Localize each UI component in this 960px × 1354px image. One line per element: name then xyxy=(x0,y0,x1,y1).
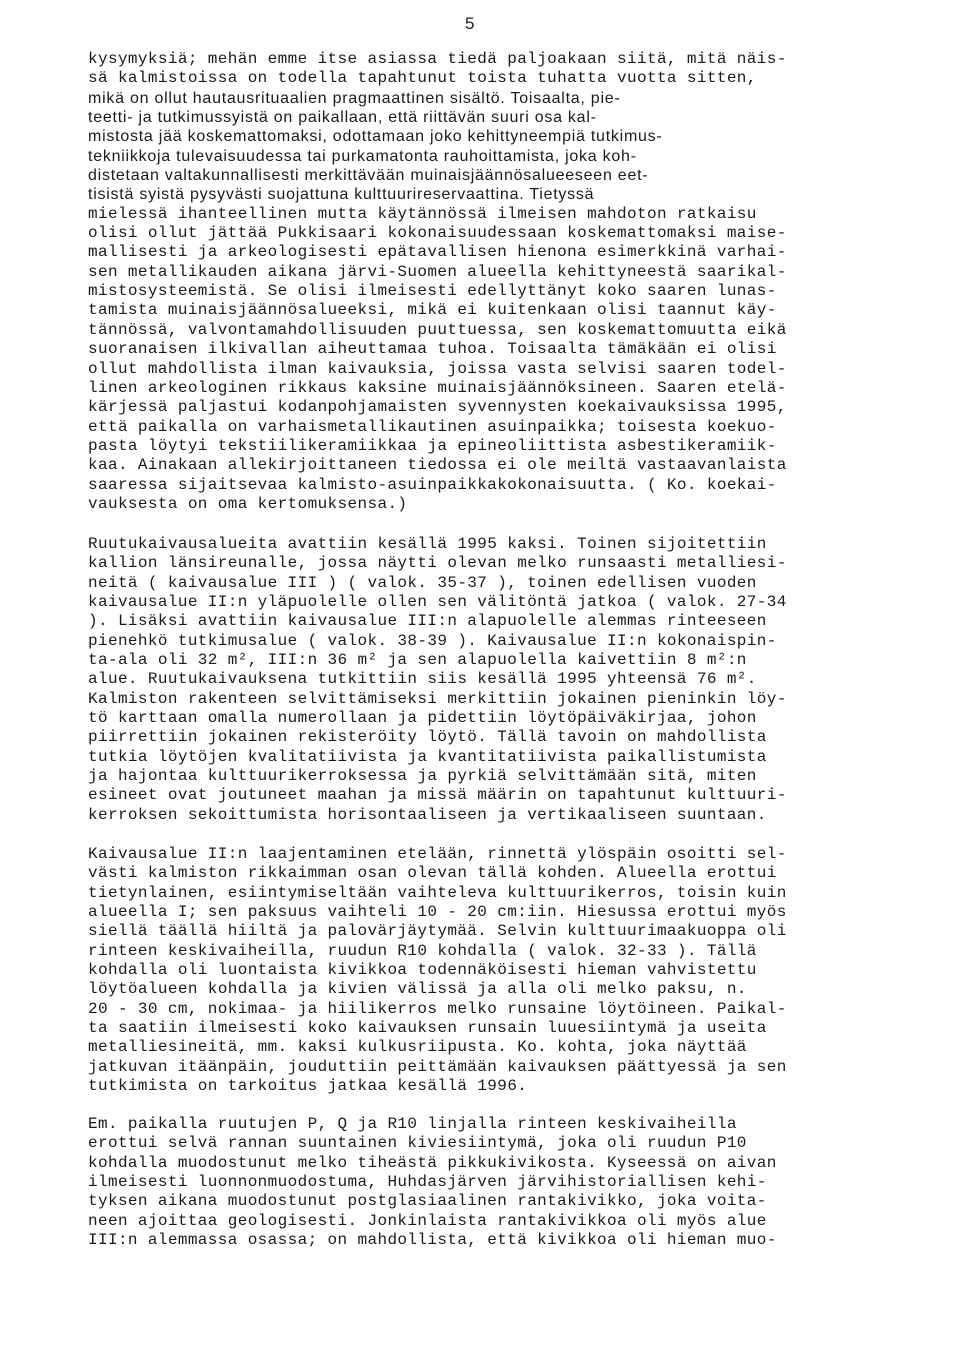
text-line: tamista muinaisjäännösalueeksi, mikä ei kuitenkaan olisi taannut käy- xyxy=(88,301,777,320)
text-line: vauksesta on oma kertomuksensa.) xyxy=(88,494,408,513)
text-line: tisistä syistä pysyvästi suojattuna kulttuurireservaattina. Tietyssä xyxy=(88,186,595,204)
text-line: tyksen aikana muodostunut postglasiaalinen rantakivikko, joka voita- xyxy=(88,1192,767,1211)
text-line: tutkia löytöjen kvalitatiivista ja kvantitatiivista paikallistumista xyxy=(88,747,767,766)
text-line: metalliesineitä, mm. kaksi kulkusriipusta. Ko. kohta, joka näyttää xyxy=(88,1038,747,1057)
paragraph-3 xyxy=(88,845,928,1096)
text-line: mistosysteemistä. Se olisi ilmeisesti edellyttänyt koko saaren lunas- xyxy=(88,282,777,301)
text-line: kallion länsireunalle, jossa näytti olevan melko runsaasti metalliesi- xyxy=(88,554,787,573)
text-line: pasta löytyi tekstiilikeramiikkaa ja epineoliittista asbestikeramiik- xyxy=(88,436,777,455)
text-line: ja hajontaa kulttuurikerroksessa ja pyrkiä selvittämään sitä, miten xyxy=(88,767,757,786)
text-line: esineet ovat joutuneet maahan ja missä määrin on tapahtunut kulttuuri- xyxy=(88,786,787,805)
text-line: 20 - 30 cm, nokimaa- ja hiilikerros melko runsaine löytöineen. Paikal- xyxy=(88,999,787,1018)
text-line: suoranaisen ilkivallan aiheuttamaa tuhoa. Toisaalta tämäkään ei olisi xyxy=(88,340,777,359)
text-line: Kaivausalue II:n laajentaminen etelään, rinnettä ylöspäin osoitti sel- xyxy=(88,845,787,863)
text-line: ). Lisäksi avattiin kaivausalue III:n alapuolelle alemmas rinteeseen xyxy=(88,612,767,631)
text-line: pienehkö tutkimusalue ( valok. 38-39 ). Kaivausalue II:n kokonaispin- xyxy=(88,631,777,650)
text-line: jatkuvan itäänpäin, jouduttiin peittämään kaivauksen päättyessä ja sen xyxy=(88,1057,787,1076)
text-line: sä kalmistoissa on todella tapahtunut toista tuhatta vuotta sitten, xyxy=(88,69,757,88)
text-line: kohdalla oli luontaista kivikkoa todennäköisesti hieman vahvistettu xyxy=(88,961,757,980)
text-line: tietynlainen, esiintymiseltään vaihteleva kulttuurikerros, toisin kuin xyxy=(88,883,787,902)
text-line: neen ajoittaa geologisesti. Jonkinlaista rantakivikkoa oli myös alue xyxy=(88,1211,767,1230)
text-line: kärjessä paljastui kodanpohjamaisten syvennysten koekaivauksissa 1995, xyxy=(88,398,787,417)
text-line: olisi ollut jättää Pukkisaari kokonaisuudessaan koskemattomaksi maise- xyxy=(88,224,787,243)
text-line: mielessä ihanteellinen mutta käytännössä ilmeisen mahdoton ratkaisu xyxy=(88,204,757,223)
text-line: kohdalla muodostunut melko tiheästä pikkukivikosta. Kyseessä on aivan xyxy=(88,1153,777,1172)
text-line: alueella I; sen paksuus vaihteli 10 - 20 cm:iin. Hiesussa erottui myös xyxy=(88,903,787,922)
text-line: saaressa sijaitsevaa kalmisto-asuinpaikkakokonaisuutta. ( Ko. koekai- xyxy=(88,475,777,494)
text-line: ta-ala oli 32 m², III:n 36 m² ja sen alapuolella kaivettiin 8 m²:n xyxy=(88,651,747,670)
text-line: teetti- ja tutkimussyistä on paikallaan, että riittävän suuri osa kal- xyxy=(88,109,597,127)
text-line: tekniikkoja tulevaisuudessa tai purkamatonta rauhoittamista, joka koh- xyxy=(88,147,637,165)
text-line: neitä ( kaivausalue III ) ( valok. 35-37 ), toinen edellisen vuoden xyxy=(88,573,757,592)
text-line: tutkimista on tarkoitus jatkaa kesällä 1996. xyxy=(88,1077,528,1096)
text-line: västi kalmiston rikkaimman osan olevan tällä kohden. Alueella erottui xyxy=(88,864,777,883)
text-line: Kalmiston rakenteen selvittämiseksi merkittiin jokainen pieninkin löy- xyxy=(88,689,787,708)
text-line: kaa. Ainakaan allekirjoittaneen tiedossa ei ole meiltä vastaavanlaista xyxy=(88,456,787,475)
text-line: mikä on ollut hautausrituaalien pragmaattinen sisältö. Toisaalta, pie- xyxy=(88,89,621,107)
text-line: kerroksen sekoittumista horisontaaliseen ja vertikaaliseen suuntaan. xyxy=(88,805,767,824)
paragraph-4 xyxy=(88,1115,928,1250)
text-line: linen arkeologinen rikkaus kaksine muinaisjäännöksineen. Saaren etelä- xyxy=(88,378,787,397)
text-line: alue. Ruutukaivauksena tutkittiin siis kesällä 1995 yhteensä 76 m². xyxy=(88,670,757,689)
text-line: mallisesti ja arkeologisesti epätavallisen hienona esimerkkinä varhai- xyxy=(88,243,787,262)
text-line: että paikalla on varhaismetallikautinen asuinpaikka; toisesta koekuo- xyxy=(88,417,777,436)
text-line: rinteen keskivaiheilla, ruudun R10 kohdalla ( valok. 32-33 ). Tällä xyxy=(88,941,757,960)
text-line: tännössä, valvontamahdollisuuden puuttuessa, sen koskemattomuutta eikä xyxy=(88,320,787,339)
text-line: piirrettiin jokainen rekisteröity löytö. Tällä tavoin on mahdollista xyxy=(88,728,767,747)
text-line: ta saatiin ilmeisesti koko kaivauksen runsain luuesiintymä ja useita xyxy=(88,1019,767,1038)
text-line: ollut mahdollista ilman kaivauksia, joissa vasta selvisi saaren todel- xyxy=(88,359,787,378)
page-number: 5 xyxy=(465,14,475,33)
text-line: löytöalueen kohdalla ja kivien välissä ja alla oli melko paksu, n. xyxy=(88,980,747,999)
text-line: erottui selvä rannan suuntainen kiviesiintymä, joka oli ruudun P10 xyxy=(88,1134,747,1153)
text-line: ilmeisesti luonnonmuodostuma, Huhdasjärven järvihistoriallisen kehi- xyxy=(88,1173,767,1192)
text-line: mistosta jää koskemattomaksi, odottamaan joko kehittyneempiä tutkimus- xyxy=(88,128,663,146)
text-line: tö karttaan omalla numerollaan ja pidettiin löytöpäiväkirjaa, johon xyxy=(88,709,757,728)
text-line: distetaan valtakunnallisesti merkittävään muinaisjäännösalueeseen eet- xyxy=(88,167,649,185)
text-line: kysymyksiä; mehän emme itse asiassa tiedä paljoakaan siitä, mitä näis- xyxy=(88,50,787,68)
paragraph-1 xyxy=(88,50,928,514)
text-line: Ruutukaivausalueita avattiin kesällä 1995 kaksi. Toinen sijoitettiin xyxy=(88,535,767,553)
text-line: siellä täällä hiiltä ja palovärjäytymää. Selvin kulttuurimaakuoppa oli xyxy=(88,922,787,941)
text-line: kaivausalue II:n yläpuolelle ollen sen välitöntä jatkoa ( valok. 27-34 xyxy=(88,593,787,612)
text-line: III:n alemmassa osassa; on mahdollista, että kivikkoa oli hieman muo- xyxy=(88,1231,777,1250)
paragraph-2 xyxy=(88,535,928,825)
text-line: sen metallikauden aikana järvi-Suomen alueella kehittyneestä saarikal- xyxy=(88,262,787,281)
text-line: Em. paikalla ruutujen P, Q ja R10 linjalla rinteen keskivaiheilla xyxy=(88,1115,737,1133)
